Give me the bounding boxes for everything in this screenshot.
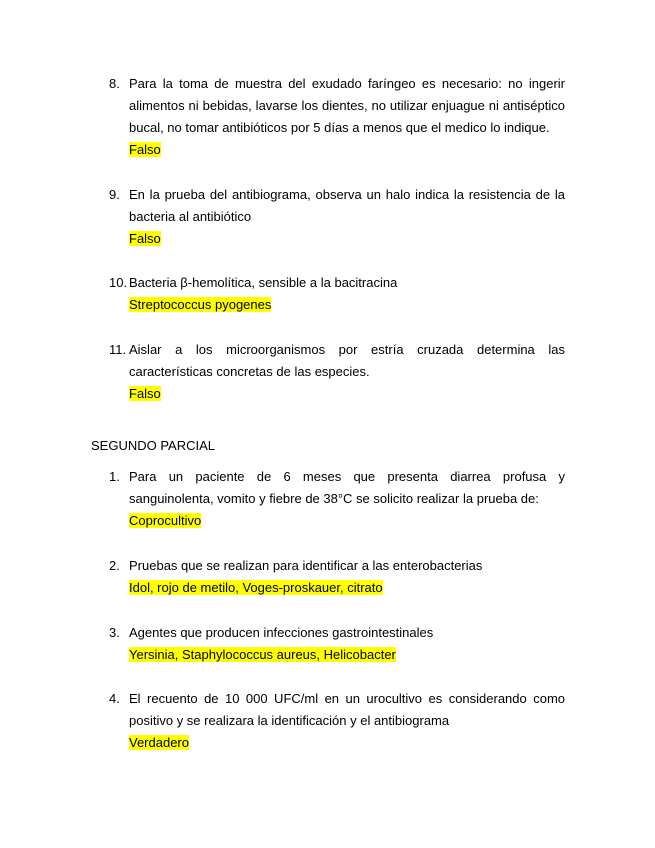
question-item	[109, 272, 565, 316]
question-number: 4.	[109, 691, 120, 706]
question-number: 11.	[109, 342, 127, 357]
answer-highlight: Idol, rojo de metilo, Voges-proskauer, citrato	[129, 580, 383, 595]
question-text: Pruebas que se realizan para identificar a las enterobacterias	[129, 558, 483, 573]
question-text: Para un paciente de 6 meses que presenta diarrea profusa y sanguinolenta, vomito y fiebre de 38°C se solicito realizar la prueba de:	[129, 469, 565, 506]
answer-highlight: Falso	[129, 231, 161, 246]
question-item	[109, 466, 565, 532]
answer-highlight: Falso	[129, 142, 161, 157]
question-item	[109, 622, 565, 666]
question-item	[109, 184, 565, 250]
question-item	[109, 73, 565, 161]
question-text: En la prueba del antibiograma, observa un halo indica la resistencia de la bacteria al antibiótico	[129, 187, 565, 224]
answer-highlight: Streptococcus pyogenes	[129, 297, 272, 312]
question-text: Bacteria β-hemolítica, sensible a la bacitracina	[129, 275, 398, 290]
answer-highlight: Yersinia, Staphylococcus aureus, Helicobacter	[129, 647, 396, 662]
answer-highlight: Coprocultivo	[129, 513, 202, 528]
section-title: SEGUNDO PARCIAL	[91, 438, 216, 453]
question-number: 3.	[109, 625, 120, 640]
answer-highlight: Verdadero	[129, 735, 189, 750]
question-text: Aislar a los microorganismos por estría cruzada determina las características concretas de las especies.	[129, 342, 565, 379]
question-number: 10.	[109, 275, 128, 290]
question-item	[109, 339, 565, 405]
question-number: 1.	[109, 469, 120, 484]
question-text: El recuento de 10 000 UFC/ml en un urocultivo es considerando como positivo y se realizara la identificación y el antibiograma	[129, 691, 565, 728]
question-number: 9.	[109, 187, 120, 202]
question-item	[109, 688, 565, 754]
question-text: Agentes que producen infecciones gastrointestinales	[129, 625, 434, 640]
question-number: 8.	[109, 76, 120, 91]
question-item	[109, 555, 565, 599]
answer-highlight: Falso	[129, 386, 161, 401]
question-text: Para la toma de muestra del exudado faríngeo es necesario: no ingerir alimentos ni bebidas, lavarse los dientes, no utilizar enjuague ni antiséptico bucal, no tomar antibióticos por 5 días a menos que el medico lo indique.	[129, 76, 565, 135]
question-number: 2.	[109, 558, 120, 573]
